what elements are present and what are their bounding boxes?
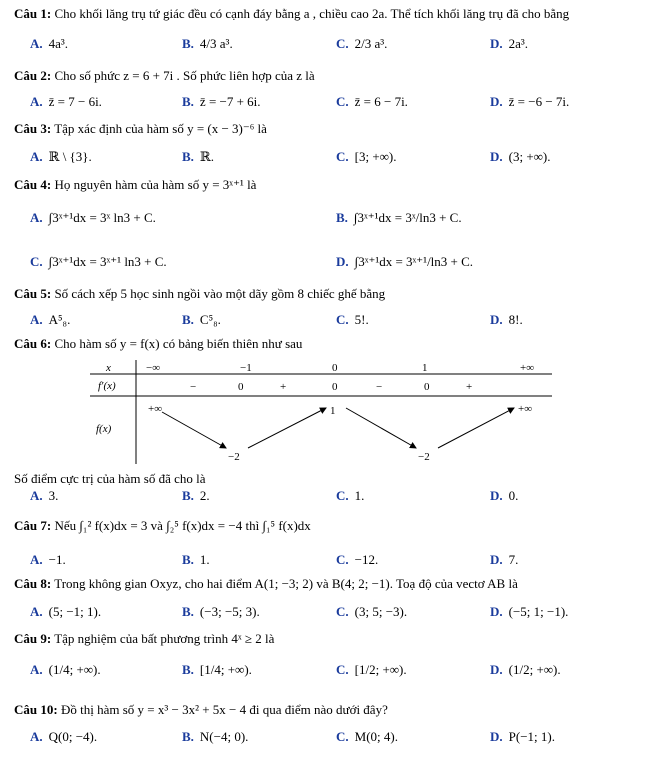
decrease-arrow <box>346 408 416 448</box>
option-1a[interactable]: A. 4a³. <box>30 36 69 51</box>
sign-value: + <box>466 381 473 393</box>
option-6a[interactable]: A. 3. <box>30 488 59 503</box>
option-5b[interactable]: B. C⁵₈. <box>182 312 221 327</box>
option-9a[interactable]: A. (1/4; +∞). <box>30 662 101 677</box>
option-8b[interactable]: B. (−3; −5; 3). <box>182 604 260 619</box>
x-value: +∞ <box>520 362 535 374</box>
option-9d[interactable]: D. (1/2; +∞). <box>490 662 561 677</box>
option-7a[interactable]: A. −1. <box>30 552 66 567</box>
decrease-arrow <box>162 412 226 448</box>
option-1c[interactable]: C. 2/3 a³. <box>336 36 388 51</box>
x-value: 1 <box>422 362 428 374</box>
question-5: Câu 5: Số cách xếp 5 học sinh ngồi vào một dãy gồm 8 chiếc ghế bằng <box>14 286 386 301</box>
question-2: Câu 2: Cho số phức z = 6 + 7i . Số phức liên hợp của z là <box>14 68 315 83</box>
f-value: −2 <box>228 451 240 463</box>
option-4b[interactable]: B. ∫3ˣ⁺¹dx = 3ˣ/ln3 + C. <box>336 210 462 225</box>
option-6b[interactable]: B. 2. <box>182 488 210 503</box>
sign-value: − <box>376 381 383 393</box>
option-2c[interactable]: C. z̄ = 6 − 7i. <box>336 94 408 109</box>
option-4a[interactable]: A. ∫3ˣ⁺¹dx = 3ˣ ln3 + C. <box>30 210 156 225</box>
option-1b[interactable]: B. 4/3 a³. <box>182 36 233 51</box>
option-3c[interactable]: C. [3; +∞). <box>336 149 397 164</box>
option-5d[interactable]: D. 8!. <box>490 312 523 327</box>
question-10: Câu 10: Đồ thị hàm số y = x³ − 3x² + 5x − 4 đi qua điểm nào dưới đây? <box>14 702 388 717</box>
option-3a[interactable]: A. ℝ \ {3}. <box>30 149 92 164</box>
question-8: Câu 8: Trong không gian Oxyz, cho hai điểm A(1; −3; 2) và B(4; 2; −1). Toạ độ của vectơ AB là <box>14 576 518 591</box>
option-5c[interactable]: C. 5!. <box>336 312 369 327</box>
f-value: +∞ <box>148 403 163 415</box>
option-3b[interactable]: B. ℝ. <box>182 149 214 164</box>
question-1: Câu 1: Cho khối lăng trụ tứ giác đều có cạnh đáy bằng a , chiều cao 2a. Thể tích khối lăng trụ đã cho bằng <box>14 6 570 21</box>
option-4d[interactable]: D. ∫3ˣ⁺¹dx = 3ˣ⁺¹/ln3 + C. <box>336 254 474 269</box>
f-value: +∞ <box>518 403 533 415</box>
option-6d[interactable]: D. 0. <box>490 488 519 503</box>
option-10a[interactable]: A. Q(0; −4). <box>30 729 98 744</box>
sign-value: 0 <box>238 381 244 393</box>
option-8c[interactable]: C. (3; 5; −3). <box>336 604 408 619</box>
option-2b[interactable]: B. z̄ = −7 + 6i. <box>182 94 261 109</box>
sign-value: 0 <box>424 381 430 393</box>
sign-value: − <box>190 381 197 393</box>
option-4c[interactable]: C. ∫3ˣ⁺¹dx = 3ˣ⁺¹ ln3 + C. <box>30 254 167 269</box>
option-2a[interactable]: A. z̄ = 7 − 6i. <box>30 94 102 109</box>
row-label-fprime: f′(x) <box>98 380 116 392</box>
x-value: −1 <box>240 362 252 374</box>
option-7c[interactable]: C. −12. <box>336 552 379 567</box>
option-8d[interactable]: D. (−5; 1; −1). <box>490 604 569 619</box>
f-value: 1 <box>330 405 336 417</box>
option-2d[interactable]: D. z̄ = −6 − 7i. <box>490 94 570 109</box>
option-9b[interactable]: B. [1/4; +∞). <box>182 662 252 677</box>
variation-table <box>90 360 552 464</box>
f-value: −2 <box>418 451 430 463</box>
option-6c[interactable]: C. 1. <box>336 488 365 503</box>
row-label-f: f(x) <box>96 423 112 435</box>
question-9: Câu 9: Tập nghiệm của bất phương trình 4ˣ ≥ 2 là <box>14 631 275 646</box>
option-10b[interactable]: B. N(−4; 0). <box>182 729 249 744</box>
option-7d[interactable]: D. 7. <box>490 552 519 567</box>
option-10d[interactable]: D. P(−1; 1). <box>490 729 555 744</box>
option-3d[interactable]: D. (3; +∞). <box>490 149 551 164</box>
question-4: Câu 4: Họ nguyên hàm của hàm số y = 3ˣ⁺¹ là <box>14 177 257 192</box>
question-1-stem: Cho khối lăng trụ tứ giác đều có cạnh đáy bằng a , chiều cao 2a. Thể tích khối lăng trụ đã cho bằng <box>54 6 570 21</box>
option-8a[interactable]: A. (5; −1; 1). <box>30 604 102 619</box>
x-value: −∞ <box>146 362 161 374</box>
option-1d[interactable]: D. 2a³. <box>490 36 529 51</box>
option-9c[interactable]: C. [1/2; +∞). <box>336 662 407 677</box>
row-label-x: x <box>106 362 111 374</box>
question-6-followup: Số điểm cực trị của hàm số đã cho là <box>14 471 206 486</box>
option-5a[interactable]: A. A⁵₈. <box>30 312 71 327</box>
option-10c[interactable]: C. M(0; 4). <box>336 729 398 744</box>
option-7b[interactable]: B. 1. <box>182 552 210 567</box>
question-3: Câu 3: Tập xác định của hàm số y = (x − 3)⁻⁶ là <box>14 121 267 136</box>
question-7: Câu 7: Nếu ∫₁² f(x)dx = 3 và ∫₂⁵ f(x)dx = −4 thì ∫₁⁵ f(x)dx <box>14 518 311 533</box>
sign-value: + <box>280 381 287 393</box>
sign-value: 0 <box>332 381 338 393</box>
question-6: Câu 6: Cho hàm số y = f(x) có bảng biến thiên như sau <box>14 336 303 351</box>
increase-arrow <box>438 408 514 448</box>
increase-arrow <box>248 408 326 448</box>
x-value: 0 <box>332 362 338 374</box>
